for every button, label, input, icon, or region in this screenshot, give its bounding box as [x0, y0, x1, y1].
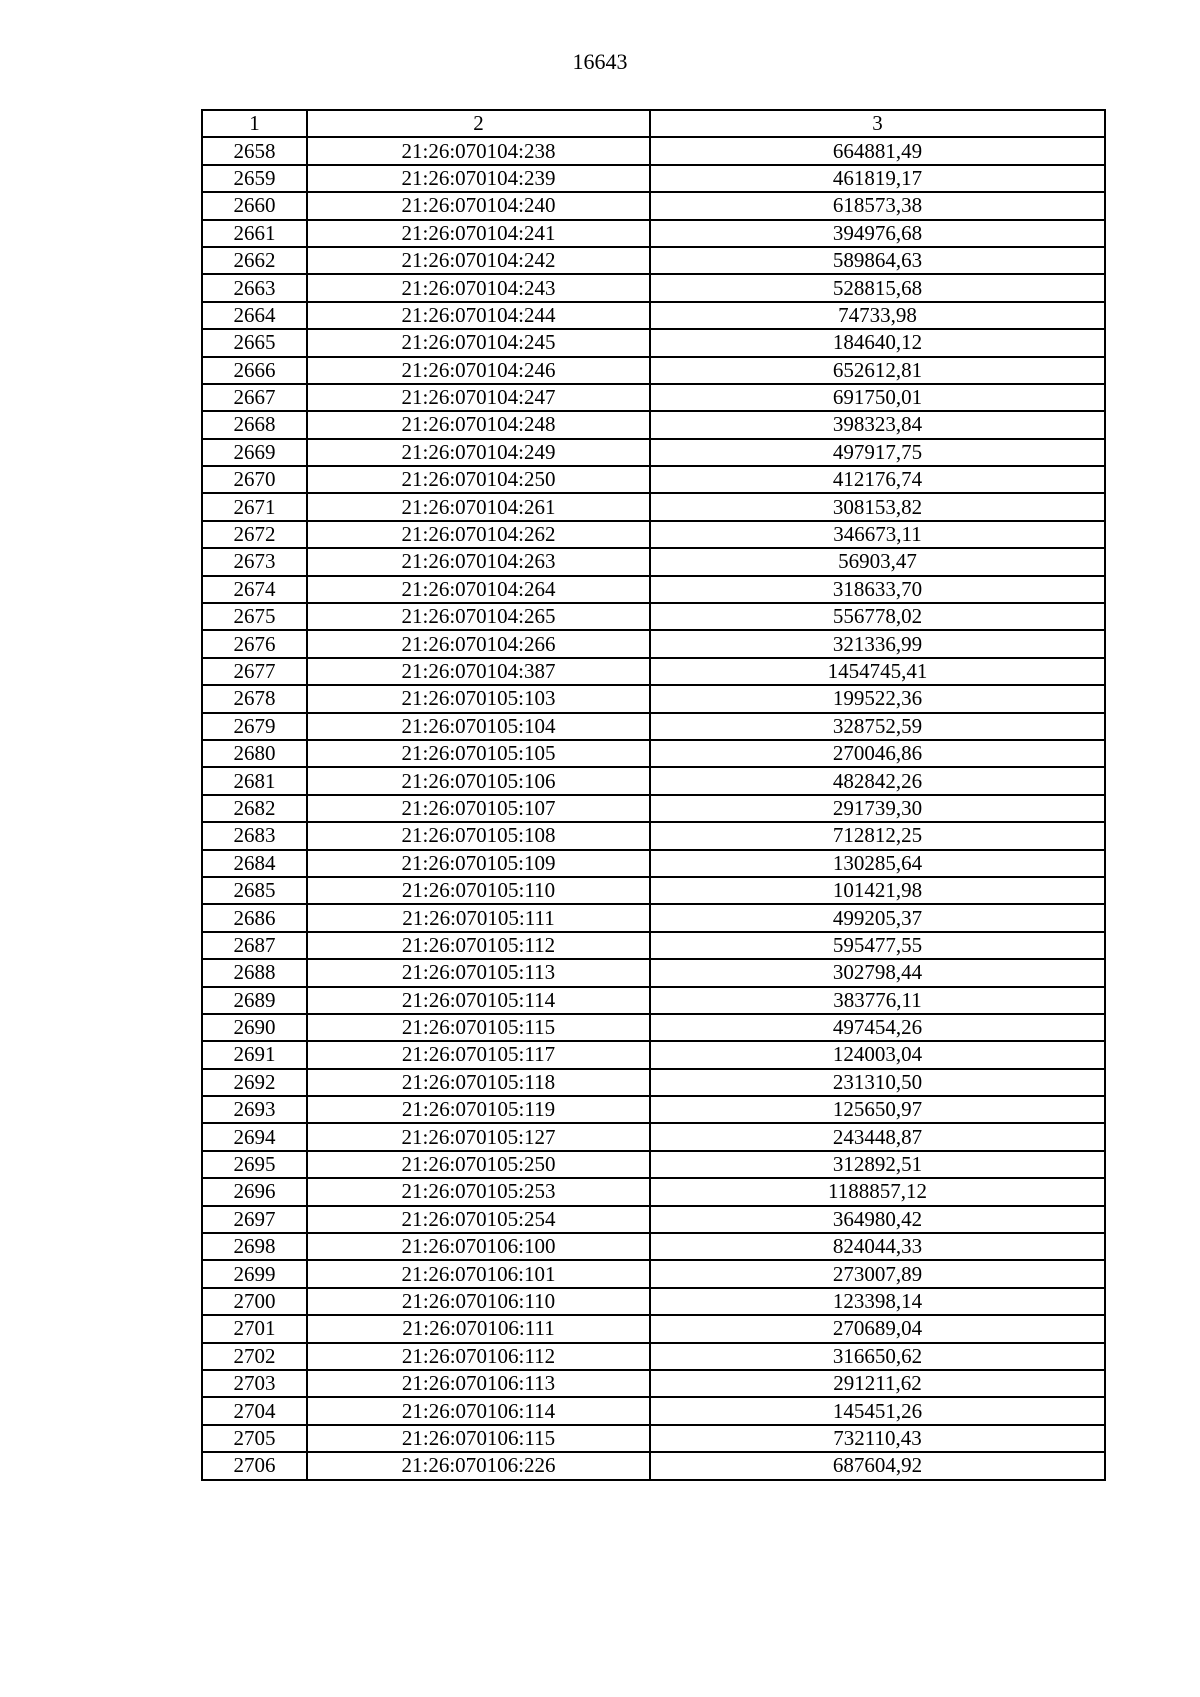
table-row	[202, 220, 1105, 247]
cadastral-number-cell: 21:26:070105:110	[307, 877, 650, 904]
table-row	[202, 850, 1105, 877]
row-number-cell: 2663	[202, 274, 307, 301]
value-cell: 1454745,41	[650, 658, 1105, 685]
data-table	[201, 109, 1106, 1481]
value-cell: 482842,26	[650, 767, 1105, 794]
table-row	[202, 767, 1105, 794]
value-cell: 412176,74	[650, 466, 1105, 493]
table-header	[202, 110, 1105, 137]
row-number-cell: 2685	[202, 877, 307, 904]
table-row	[202, 1014, 1105, 1041]
row-number-cell: 2694	[202, 1123, 307, 1150]
table-row	[202, 548, 1105, 575]
cadastral-number-cell: 21:26:070105:250	[307, 1151, 650, 1178]
row-number-cell: 2682	[202, 795, 307, 822]
row-number-cell: 2664	[202, 302, 307, 329]
table-row	[202, 822, 1105, 849]
header-row	[202, 110, 1105, 137]
cadastral-number-cell: 21:26:070104:265	[307, 603, 650, 630]
value-cell: 270689,04	[650, 1315, 1105, 1342]
cadastral-number-cell: 21:26:070104:261	[307, 493, 650, 520]
table-row	[202, 795, 1105, 822]
value-cell: 291211,62	[650, 1370, 1105, 1397]
table-row	[202, 1151, 1105, 1178]
row-number-cell: 2670	[202, 466, 307, 493]
row-number-cell: 2693	[202, 1096, 307, 1123]
cadastral-number-cell: 21:26:070104:264	[307, 576, 650, 603]
row-number-cell: 2678	[202, 685, 307, 712]
table-row	[202, 987, 1105, 1014]
cadastral-number-cell: 21:26:070105:111	[307, 904, 650, 931]
value-cell: 824044,33	[650, 1233, 1105, 1260]
cadastral-number-cell: 21:26:070104:239	[307, 165, 650, 192]
table-row	[202, 959, 1105, 986]
row-number-cell: 2676	[202, 630, 307, 657]
cadastral-number-cell: 21:26:070105:113	[307, 959, 650, 986]
table-row	[202, 493, 1105, 520]
value-cell: 664881,49	[650, 137, 1105, 164]
row-number-cell: 2675	[202, 603, 307, 630]
table-row	[202, 877, 1105, 904]
value-cell: 1188857,12	[650, 1178, 1105, 1205]
row-number-cell: 2679	[202, 713, 307, 740]
row-number-cell: 2706	[202, 1452, 307, 1479]
value-cell: 321336,99	[650, 630, 1105, 657]
table-row	[202, 630, 1105, 657]
table-row	[202, 1096, 1105, 1123]
cadastral-number-cell: 21:26:070105:115	[307, 1014, 650, 1041]
value-cell: 101421,98	[650, 877, 1105, 904]
table-row	[202, 603, 1105, 630]
row-number-cell: 2689	[202, 987, 307, 1014]
row-number-cell: 2674	[202, 576, 307, 603]
row-number-cell: 2672	[202, 521, 307, 548]
cadastral-number-cell: 21:26:070105:107	[307, 795, 650, 822]
table-row	[202, 685, 1105, 712]
table-row	[202, 1041, 1105, 1068]
value-cell: 318633,70	[650, 576, 1105, 603]
row-number-cell: 2695	[202, 1151, 307, 1178]
cadastral-number-cell: 21:26:070106:115	[307, 1425, 650, 1452]
value-cell: 273007,89	[650, 1260, 1105, 1287]
table-row	[202, 1452, 1105, 1479]
table-row	[202, 1069, 1105, 1096]
cadastral-number-cell: 21:26:070106:112	[307, 1343, 650, 1370]
row-number-cell: 2686	[202, 904, 307, 931]
value-cell: 394976,68	[650, 220, 1105, 247]
row-number-cell: 2684	[202, 850, 307, 877]
table-row	[202, 1123, 1105, 1150]
cadastral-number-cell: 21:26:070106:100	[307, 1233, 650, 1260]
row-number-cell: 2683	[202, 822, 307, 849]
cadastral-number-cell: 21:26:070104:241	[307, 220, 650, 247]
cadastral-number-cell: 21:26:070106:110	[307, 1288, 650, 1315]
cadastral-number-cell: 21:26:070104:263	[307, 548, 650, 575]
value-cell: 184640,12	[650, 329, 1105, 356]
cadastral-number-cell: 21:26:070104:266	[307, 630, 650, 657]
header-cell-1: 1	[202, 110, 307, 137]
row-number-cell: 2673	[202, 548, 307, 575]
row-number-cell: 2658	[202, 137, 307, 164]
value-cell: 497454,26	[650, 1014, 1105, 1041]
cadastral-number-cell: 21:26:070105:112	[307, 932, 650, 959]
table-row	[202, 165, 1105, 192]
cadastral-number-cell: 21:26:070106:114	[307, 1397, 650, 1424]
header-cell-2: 2	[307, 110, 650, 137]
cadastral-number-cell: 21:26:070104:248	[307, 411, 650, 438]
row-number-cell: 2688	[202, 959, 307, 986]
cadastral-number-cell: 21:26:070106:101	[307, 1260, 650, 1287]
table-row	[202, 357, 1105, 384]
row-number-cell: 2691	[202, 1041, 307, 1068]
header-cell-3: 3	[650, 110, 1105, 137]
table-row	[202, 302, 1105, 329]
cadastral-number-cell: 21:26:070106:113	[307, 1370, 650, 1397]
cadastral-number-cell: 21:26:070106:226	[307, 1452, 650, 1479]
cadastral-number-cell: 21:26:070105:104	[307, 713, 650, 740]
cadastral-number-cell: 21:26:070105:109	[307, 850, 650, 877]
cadastral-number-cell: 21:26:070105:106	[307, 767, 650, 794]
table-row	[202, 1425, 1105, 1452]
value-cell: 56903,47	[650, 548, 1105, 575]
value-cell: 732110,43	[650, 1425, 1105, 1452]
table-row	[202, 247, 1105, 274]
cadastral-number-cell: 21:26:070104:387	[307, 658, 650, 685]
cadastral-number-cell: 21:26:070105:117	[307, 1041, 650, 1068]
value-cell: 398323,84	[650, 411, 1105, 438]
cadastral-number-cell: 21:26:070104:249	[307, 439, 650, 466]
value-cell: 595477,55	[650, 932, 1105, 959]
row-number-cell: 2680	[202, 740, 307, 767]
row-number-cell: 2671	[202, 493, 307, 520]
row-number-cell: 2702	[202, 1343, 307, 1370]
table-row	[202, 713, 1105, 740]
table-row	[202, 1397, 1105, 1424]
table-row	[202, 1206, 1105, 1233]
row-number-cell: 2698	[202, 1233, 307, 1260]
table-row	[202, 439, 1105, 466]
value-cell: 528815,68	[650, 274, 1105, 301]
table-row	[202, 576, 1105, 603]
table-row	[202, 1343, 1105, 1370]
value-cell: 302798,44	[650, 959, 1105, 986]
row-number-cell: 2661	[202, 220, 307, 247]
value-cell: 346673,11	[650, 521, 1105, 548]
row-number-cell: 2692	[202, 1069, 307, 1096]
table-row	[202, 1315, 1105, 1342]
cadastral-number-cell: 21:26:070106:111	[307, 1315, 650, 1342]
value-cell: 328752,59	[650, 713, 1105, 740]
value-cell: 383776,11	[650, 987, 1105, 1014]
value-cell: 461819,17	[650, 165, 1105, 192]
table-row	[202, 740, 1105, 767]
value-cell: 589864,63	[650, 247, 1105, 274]
table-row	[202, 384, 1105, 411]
cadastral-number-cell: 21:26:070105:118	[307, 1069, 650, 1096]
cadastral-number-cell: 21:26:070104:245	[307, 329, 650, 356]
page-number: 16643	[572, 49, 628, 74]
table-row	[202, 932, 1105, 959]
value-cell: 270046,86	[650, 740, 1105, 767]
value-cell: 130285,64	[650, 850, 1105, 877]
row-number-cell: 2677	[202, 658, 307, 685]
row-number-cell: 2669	[202, 439, 307, 466]
table-row	[202, 329, 1105, 356]
cadastral-number-cell: 21:26:070105:119	[307, 1096, 650, 1123]
row-number-cell: 2659	[202, 165, 307, 192]
value-cell: 123398,14	[650, 1288, 1105, 1315]
table-row	[202, 274, 1105, 301]
table-row	[202, 1178, 1105, 1205]
table-row	[202, 1288, 1105, 1315]
row-number-cell: 2660	[202, 192, 307, 219]
cadastral-number-cell: 21:26:070105:114	[307, 987, 650, 1014]
table-row	[202, 411, 1105, 438]
cadastral-number-cell: 21:26:070104:244	[307, 302, 650, 329]
value-cell: 243448,87	[650, 1123, 1105, 1150]
row-number-cell: 2697	[202, 1206, 307, 1233]
value-cell: 312892,51	[650, 1151, 1105, 1178]
value-cell: 145451,26	[650, 1397, 1105, 1424]
value-cell: 691750,01	[650, 384, 1105, 411]
value-cell: 499205,37	[650, 904, 1105, 931]
row-number-cell: 2668	[202, 411, 307, 438]
table-row	[202, 192, 1105, 219]
row-number-cell: 2665	[202, 329, 307, 356]
cadastral-number-cell: 21:26:070104:240	[307, 192, 650, 219]
cadastral-number-cell: 21:26:070104:243	[307, 274, 650, 301]
row-number-cell: 2687	[202, 932, 307, 959]
value-cell: 652612,81	[650, 357, 1105, 384]
value-cell: 125650,97	[650, 1096, 1105, 1123]
value-cell: 618573,38	[650, 192, 1105, 219]
cadastral-number-cell: 21:26:070105:103	[307, 685, 650, 712]
row-number-cell: 2666	[202, 357, 307, 384]
cadastral-number-cell: 21:26:070104:238	[307, 137, 650, 164]
value-cell: 712812,25	[650, 822, 1105, 849]
table-row	[202, 658, 1105, 685]
row-number-cell: 2696	[202, 1178, 307, 1205]
value-cell: 556778,02	[650, 603, 1105, 630]
cadastral-number-cell: 21:26:070104:247	[307, 384, 650, 411]
value-cell: 497917,75	[650, 439, 1105, 466]
cadastral-number-cell: 21:26:070105:127	[307, 1123, 650, 1150]
table-body	[202, 137, 1105, 1479]
cadastral-number-cell: 21:26:070104:242	[307, 247, 650, 274]
table-row	[202, 521, 1105, 548]
cadastral-number-cell: 21:26:070104:262	[307, 521, 650, 548]
value-cell: 364980,42	[650, 1206, 1105, 1233]
table-row	[202, 1233, 1105, 1260]
value-cell: 74733,98	[650, 302, 1105, 329]
row-number-cell: 2662	[202, 247, 307, 274]
value-cell: 231310,50	[650, 1069, 1105, 1096]
table-row	[202, 1260, 1105, 1287]
row-number-cell: 2700	[202, 1288, 307, 1315]
row-number-cell: 2705	[202, 1425, 307, 1452]
cadastral-number-cell: 21:26:070104:246	[307, 357, 650, 384]
value-cell: 199522,36	[650, 685, 1105, 712]
table-row	[202, 1370, 1105, 1397]
value-cell: 291739,30	[650, 795, 1105, 822]
row-number-cell: 2699	[202, 1260, 307, 1287]
row-number-cell: 2681	[202, 767, 307, 794]
table-row	[202, 466, 1105, 493]
value-cell: 316650,62	[650, 1343, 1105, 1370]
row-number-cell: 2703	[202, 1370, 307, 1397]
table-row	[202, 904, 1105, 931]
cadastral-number-cell: 21:26:070104:250	[307, 466, 650, 493]
cadastral-number-cell: 21:26:070105:105	[307, 740, 650, 767]
value-cell: 308153,82	[650, 493, 1105, 520]
row-number-cell: 2701	[202, 1315, 307, 1342]
value-cell: 687604,92	[650, 1452, 1105, 1479]
cadastral-number-cell: 21:26:070105:108	[307, 822, 650, 849]
cadastral-number-cell: 21:26:070105:253	[307, 1178, 650, 1205]
row-number-cell: 2690	[202, 1014, 307, 1041]
row-number-cell: 2704	[202, 1397, 307, 1424]
value-cell: 124003,04	[650, 1041, 1105, 1068]
cadastral-number-cell: 21:26:070105:254	[307, 1206, 650, 1233]
table-row	[202, 137, 1105, 164]
row-number-cell: 2667	[202, 384, 307, 411]
